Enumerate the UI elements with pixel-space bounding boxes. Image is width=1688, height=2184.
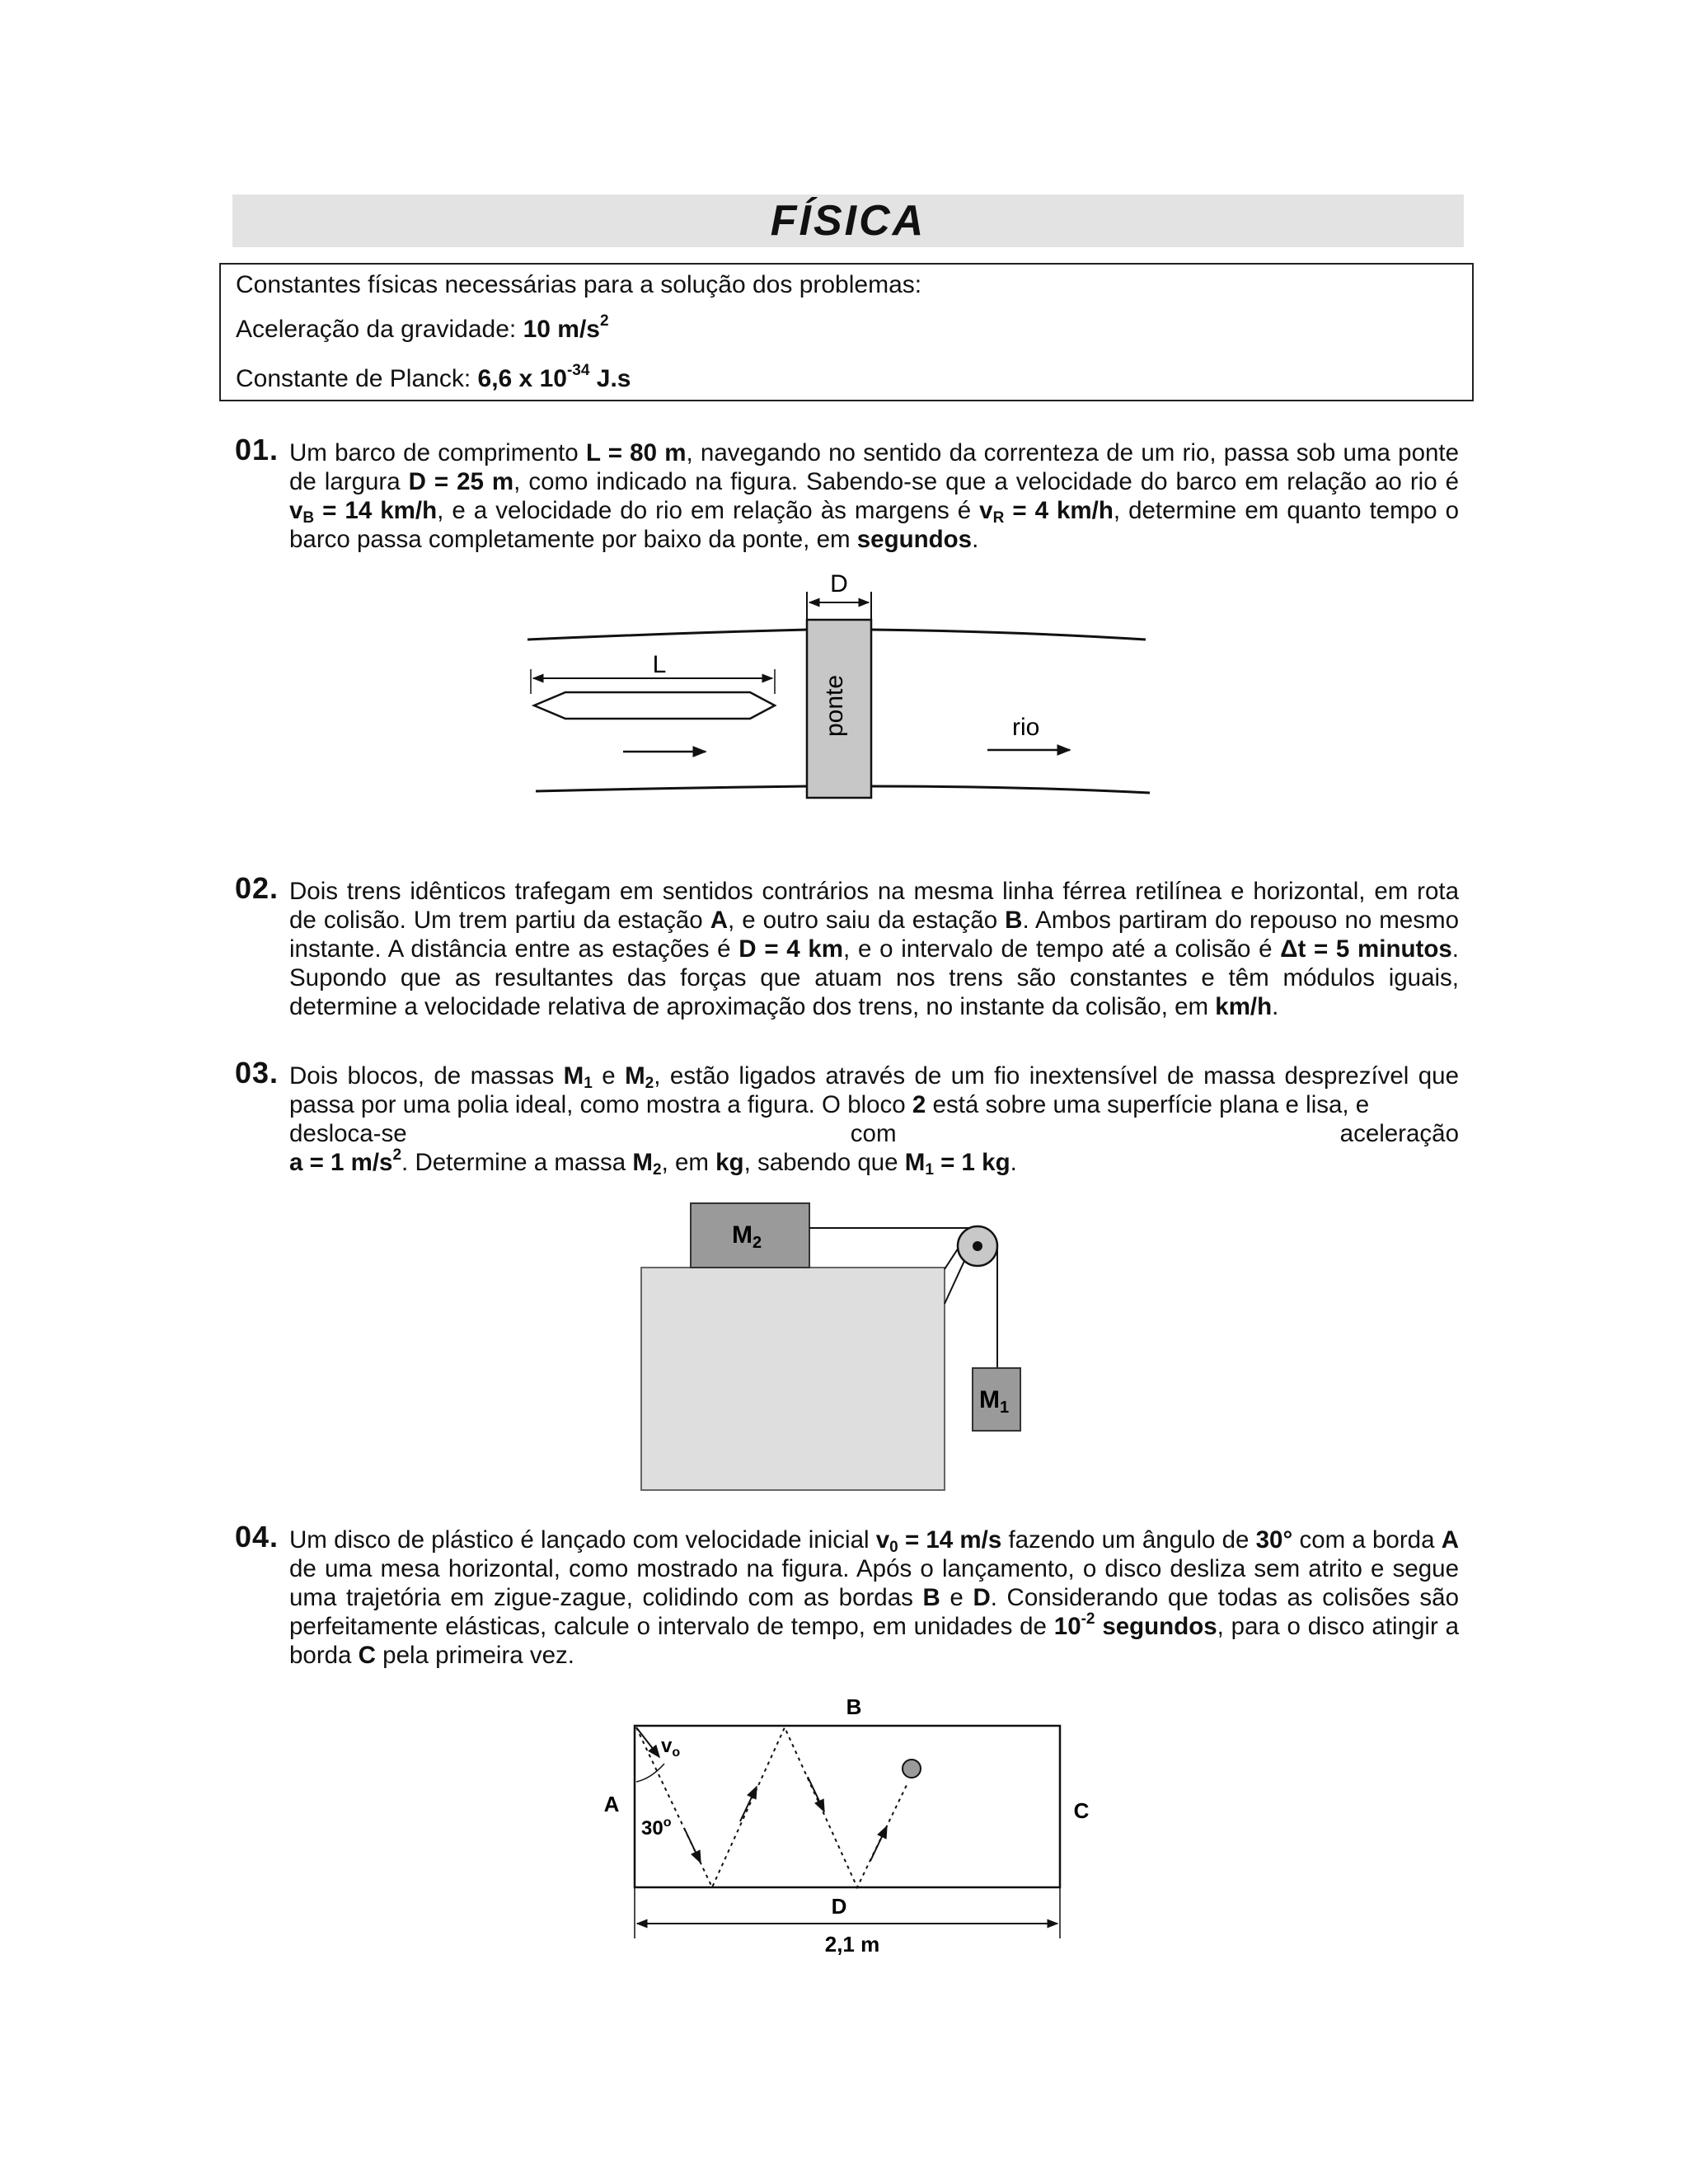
text-span: , sabendo que	[743, 1149, 905, 1176]
text-span: Dois blocos, de massas	[289, 1062, 564, 1090]
edge-c-label: C	[1073, 1798, 1090, 1823]
text-span: , estão ligados através de um fio inextensível de massa desprezível que passa por uma polia ideal, como mostra a figura. O bloco	[289, 1062, 1459, 1118]
text-span: . Determine a massa	[401, 1149, 633, 1176]
text-span: , para o disco atingir a borda	[289, 1613, 1459, 1669]
text-span: Um disco de plástico é lançado com velocidade inicial	[289, 1526, 876, 1554]
bold-span: D = 25 m	[408, 468, 514, 495]
d-dimension-label: D	[830, 570, 848, 598]
bold-span: kg	[715, 1149, 744, 1176]
text-span: desloca-se	[289, 1120, 407, 1147]
var-symbol: v	[979, 497, 993, 524]
text-span: .	[1010, 1149, 1017, 1176]
bold-span: Δt = 5 minutos	[1280, 935, 1452, 963]
question-number: 01.	[235, 433, 279, 466]
gravity-value: 10 m/s	[523, 316, 600, 343]
planck-value: 6,6 x 10	[477, 365, 567, 392]
var-symbol: M	[904, 1149, 926, 1176]
var-value: = 4 km/h	[1004, 497, 1114, 524]
var-symbol: M	[632, 1149, 653, 1176]
planck-exponent: -34	[566, 362, 590, 379]
question-number: 02.	[235, 871, 279, 905]
text-span: , e outro saiu da estação	[728, 907, 1006, 934]
river-label: rio	[1012, 714, 1040, 741]
text-span: está sobre uma superfície plana e lisa, e	[926, 1091, 1370, 1118]
plastic-disc	[903, 1760, 921, 1778]
bold-span: L = 80 m	[585, 439, 687, 466]
var-value: 10	[1053, 1613, 1081, 1640]
gravity-exponent: 2	[599, 312, 609, 330]
label-superscript: o	[663, 1816, 672, 1830]
text-span: e	[592, 1062, 626, 1090]
bold-span: D = 4 km	[738, 935, 844, 963]
bold-span: A	[1441, 1526, 1459, 1554]
text-span: , e a velocidade do rio em relação às margens é	[437, 497, 980, 524]
text-span: , determine em quanto tempo o barco passa completamente por baixo da ponte, em	[289, 497, 1460, 553]
text-span: fazendo um ângulo de	[1001, 1526, 1256, 1554]
label-main: M	[732, 1221, 753, 1249]
constants-intro: Constantes físicas necessárias para a solução dos problemas:	[236, 271, 922, 298]
var-value: = 14 km/h	[314, 497, 438, 524]
subscript: 2	[645, 1075, 654, 1092]
subscript: 0	[889, 1539, 898, 1556]
bold-span: km/h	[1215, 993, 1273, 1020]
page-title: FÍSICA	[770, 197, 926, 245]
question-number: 04.	[235, 1520, 279, 1554]
edge-a-label: A	[603, 1792, 620, 1816]
planck-unit: J.s	[589, 365, 631, 392]
text-span: .	[1272, 993, 1279, 1020]
text-span: Um barco de comprimento	[289, 439, 586, 466]
bold-span: D	[973, 1584, 991, 1611]
var-value: = 1 kg	[933, 1149, 1010, 1176]
text-span: .	[972, 526, 979, 553]
var-value: = 14 m/s	[898, 1526, 1002, 1554]
label-main: 30	[641, 1817, 663, 1840]
gravity-label: Aceleração da gravidade:	[236, 316, 523, 343]
text-span: . Supondo que as resultantes das forças que atuam nos trens são constantes e têm módulos iguais, determine a velocidade relativa de aproximação dos trens, no instante da colisão, em	[289, 935, 1459, 1020]
bold-span: A	[710, 907, 728, 934]
bridge-label: ponte	[821, 674, 848, 737]
table-top	[635, 1726, 1060, 1887]
text-span: de uma mesa horizontal, como mostrado na figura. Após o lançamento, o disco desliza sem atrito e segue uma trajetória em zigue-zague, colidindo com as bordas	[289, 1555, 1459, 1611]
subscript: B	[302, 509, 315, 527]
subscript: R	[992, 509, 1005, 527]
var-symbol: v	[289, 497, 303, 524]
text-span: , e o intervalo de tempo até a colisão é	[843, 935, 1281, 963]
bold-span: B	[1005, 907, 1023, 934]
question-number: 03.	[235, 1056, 279, 1090]
edge-d-label: D	[831, 1894, 847, 1919]
text-span: , em	[661, 1149, 716, 1176]
text-span: , como indicado na figura. Sabendo-se que a velocidade do barco em relação ao rio é	[513, 468, 1459, 495]
text-span: com a borda	[1292, 1526, 1442, 1554]
subscript: 2	[652, 1161, 662, 1179]
planck-label: Constante de Planck:	[236, 365, 478, 392]
bold-span: C	[358, 1642, 376, 1669]
var-unit: segundos	[1095, 1613, 1217, 1640]
label-subscript: 1	[1000, 1399, 1010, 1417]
subscript: 1	[584, 1075, 593, 1092]
label-subscript: o	[672, 1746, 681, 1760]
l-dimension-label: L	[652, 651, 667, 678]
var-symbol: M	[625, 1062, 645, 1090]
width-dimension-label: 2,1 m	[824, 1932, 880, 1957]
bold-span: segundos	[856, 526, 973, 553]
label-subscript: 2	[753, 1234, 762, 1252]
bold-span: 2	[912, 1091, 926, 1118]
text-span: aceleração	[1339, 1120, 1459, 1147]
bold-span: 30°	[1255, 1526, 1293, 1554]
superscript: 2	[392, 1146, 402, 1164]
edge-b-label: B	[846, 1694, 862, 1719]
text-span: , navegando no sentido da correnteza de um rio, passa sob uma ponte de largura	[289, 439, 1459, 495]
text-span: e	[940, 1584, 973, 1611]
text-span: com	[850, 1120, 897, 1147]
subscript: 1	[925, 1161, 934, 1179]
label-main: v	[661, 1735, 673, 1757]
superscript: -2	[1081, 1610, 1095, 1628]
text-span: . Considerando que todas as colisões são perfeitamente elásticas, calcule o intervalo de tempo, em unidades de	[289, 1584, 1459, 1640]
label-main: M	[979, 1386, 1000, 1413]
var-value: a = 1 m/s	[289, 1149, 393, 1176]
var-symbol: M	[563, 1062, 584, 1090]
bold-span: B	[922, 1584, 940, 1611]
text-span: pela primeira vez.	[375, 1642, 574, 1669]
var-symbol: v	[875, 1526, 890, 1554]
text-span: . Ambos partiram do repouso no mesmo instante. A distância entre as estações é	[289, 907, 1459, 963]
text-span: Dois trens idênticos trafegam em sentidos contrários na mesma linha férrea retilínea e horizontal, em rota de colisão. Um trem partiu da estação	[289, 878, 1459, 934]
